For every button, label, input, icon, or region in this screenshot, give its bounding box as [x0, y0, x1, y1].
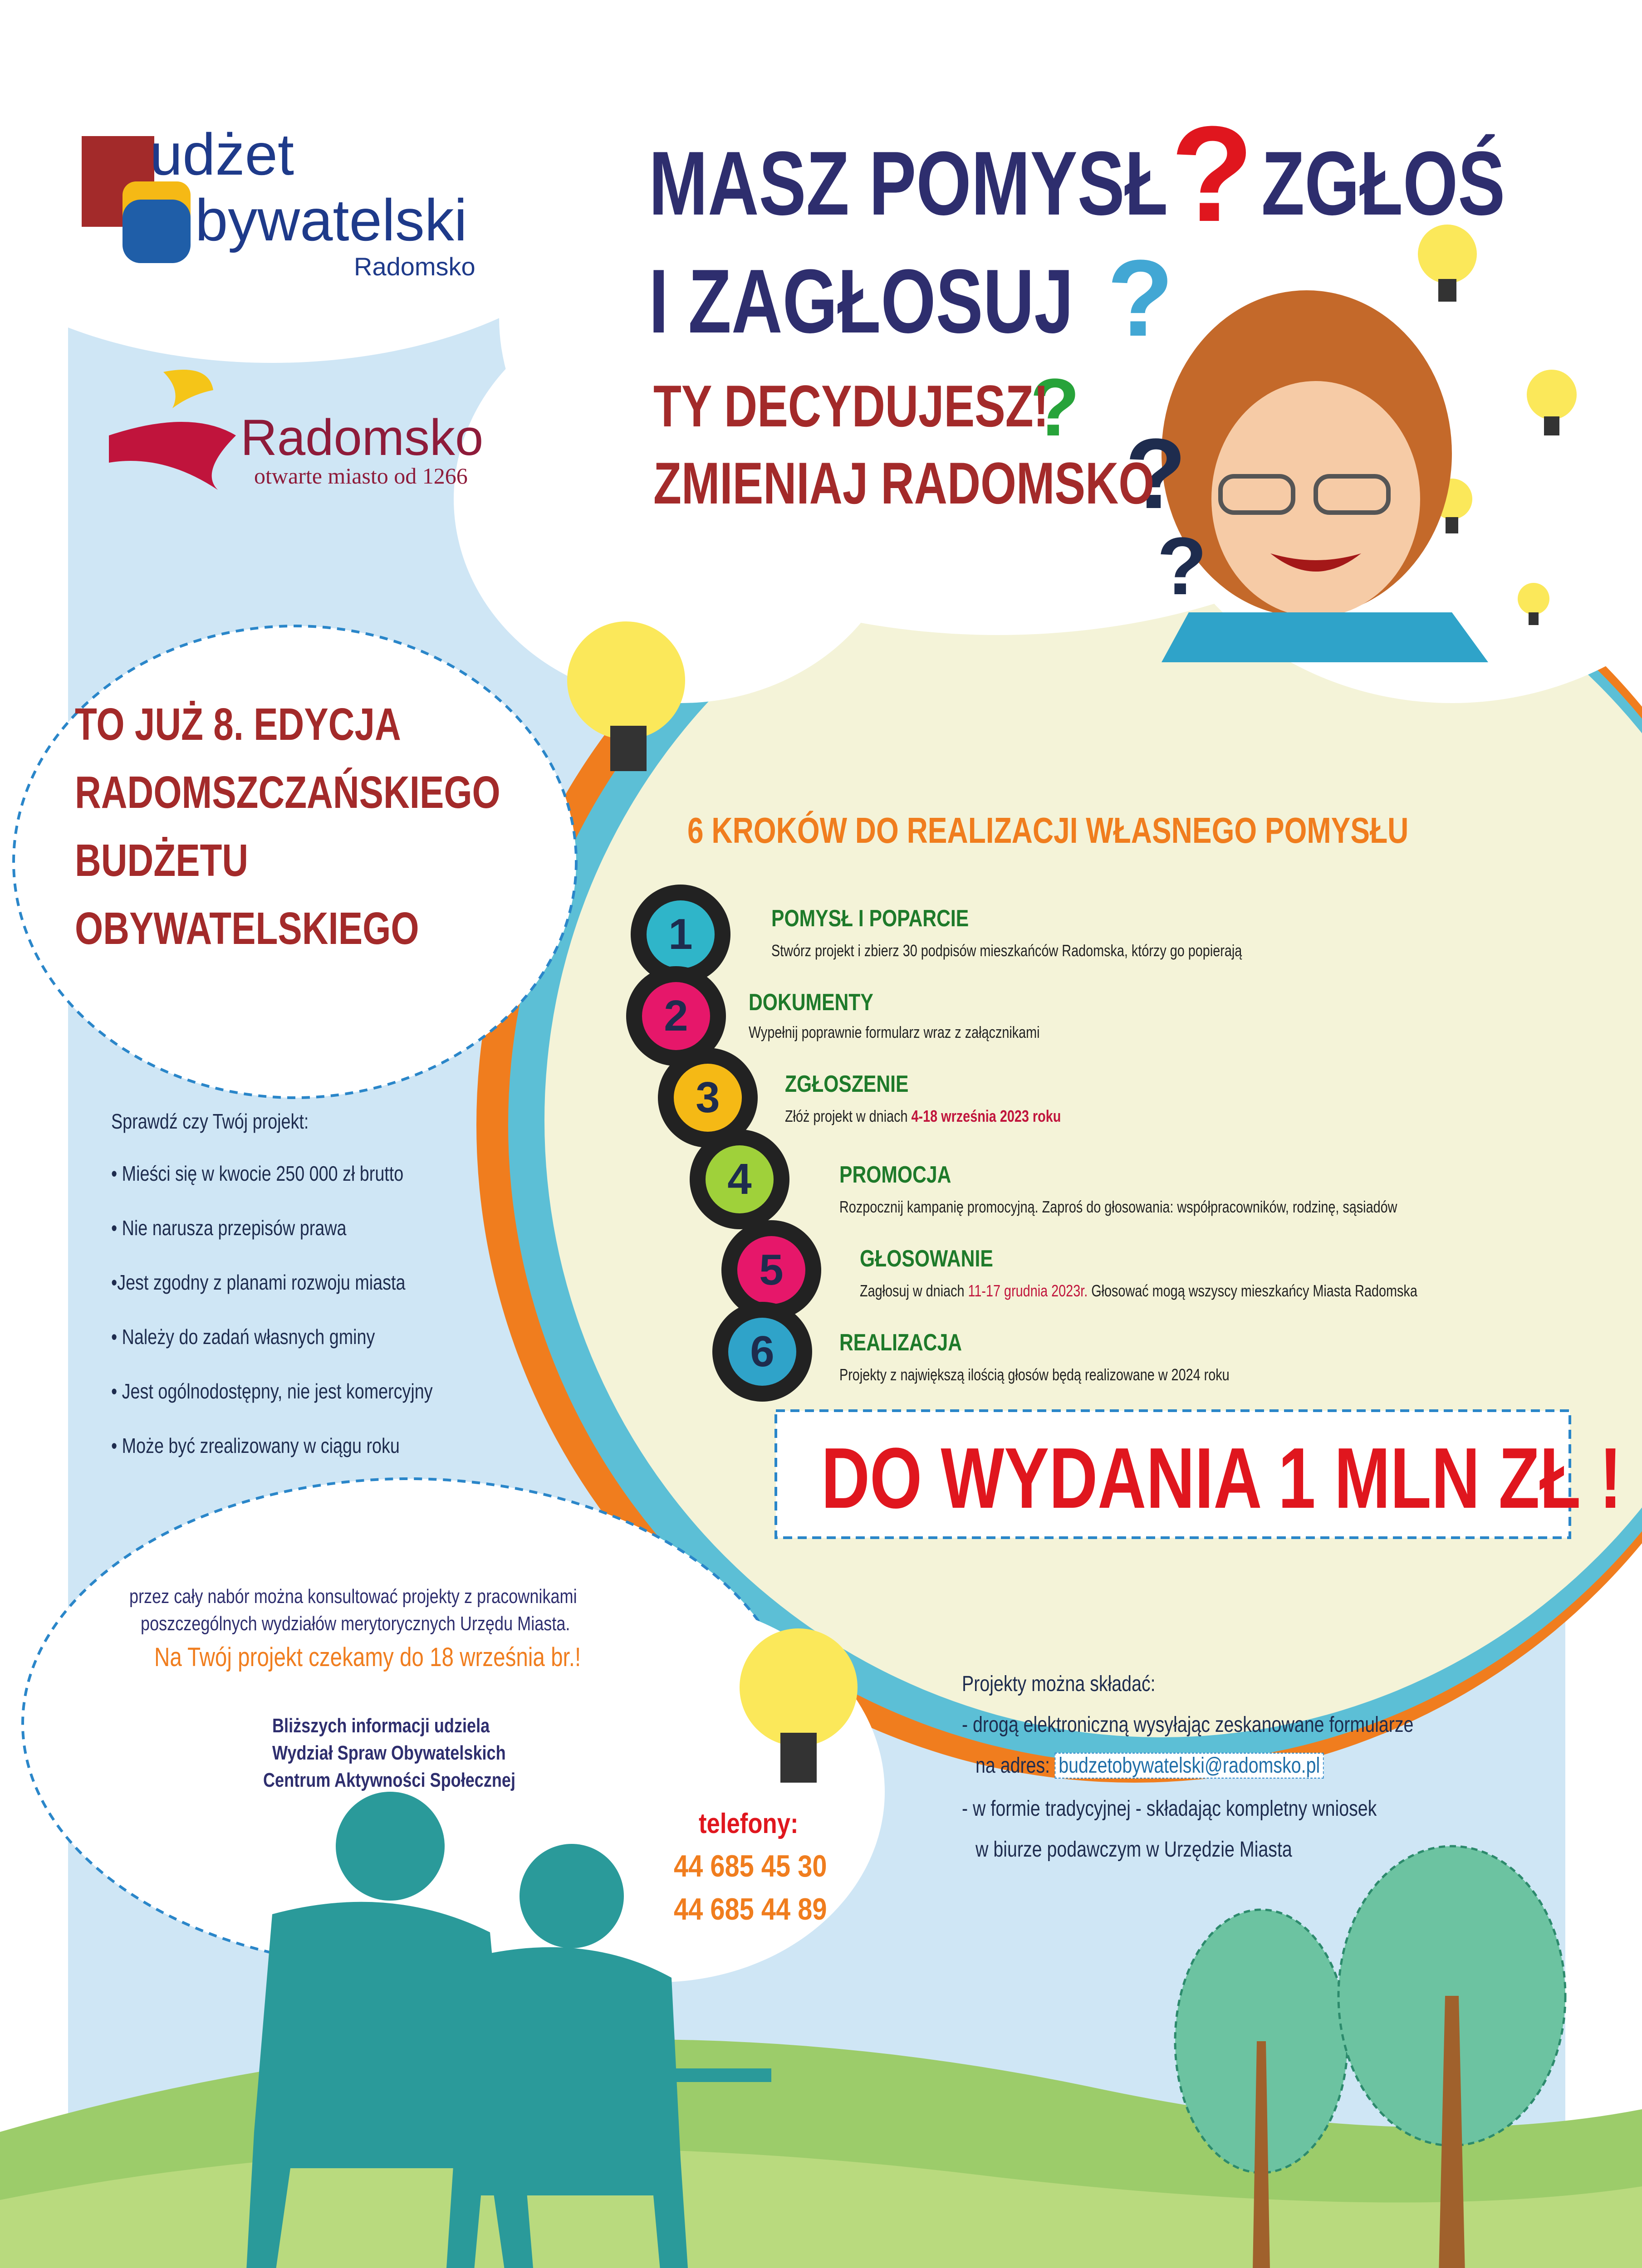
logo-obywatelski: bywatelski: [195, 187, 467, 253]
phone-2: 44 685 44 89: [674, 1892, 827, 1926]
svg-text:?: ?: [1157, 521, 1207, 612]
headline-sub1: TY DECYDUJESZ!: [653, 373, 1049, 439]
checklist-item-2: • Nie narusza przepisów prawa: [111, 1216, 347, 1240]
submit-line-4: w biurze podawczym w Urzędzie Miasta: [975, 1838, 1292, 1862]
step-3-date: 4-18 września 2023 roku: [911, 1107, 1061, 1125]
step-3-desc-text: Złóż projekt w dniach: [785, 1107, 912, 1125]
submit-title: Projekty można składać:: [962, 1672, 1156, 1696]
logo-blue-square: [123, 200, 191, 263]
gear-number-5: 5: [759, 1246, 784, 1294]
submit-line-2: [975, 1753, 1323, 1778]
checklist-item-3: •Jest zgodny z planami rozwoju miasta: [111, 1271, 406, 1294]
checklist-item-4: • Należy do zadań własnych gminy: [111, 1325, 375, 1349]
step-5-date: 11-17 grudnia 2023r.: [968, 1281, 1088, 1300]
gear-number-3: 3: [696, 1073, 720, 1122]
svg-text:?: ?: [1030, 362, 1080, 453]
step-5-title: GŁOSOWANIE: [860, 1246, 993, 1272]
step-1-title: POMYSŁ I POPARCIE: [771, 905, 969, 932]
consult-line1: przez cały nabór można konsultować projekty z pracownikami: [129, 1585, 577, 1608]
step-3-title: ZGŁOSZENIE: [785, 1071, 909, 1097]
step-6-desc: Projekty z największą ilością głosów będą realizowane w 2024 roku: [839, 1365, 1230, 1384]
city-logo-name: Radomsko: [240, 409, 484, 466]
budget-amount: DO WYDANIA 1 MLN ZŁ !: [821, 1430, 1622, 1526]
step-5-desc-text-2: Głosować mogą wszyscy mieszkańcy Miasta Radomska: [1088, 1281, 1417, 1300]
logo-radomsko: Radomsko: [354, 252, 475, 281]
submit-line-3: - w formie tradycyjnej - składając kompletny wniosek: [962, 1797, 1377, 1821]
gear-number-6: 6: [750, 1327, 774, 1376]
checklist-intro: Sprawdź czy Twój projekt:: [111, 1110, 309, 1133]
step-4-title: PROMOCJA: [839, 1162, 951, 1188]
edition-line2: RADOMSZCZAŃSKIEGO: [75, 767, 500, 818]
step-5-desc-text: Zagłosuj w dniach: [860, 1281, 968, 1300]
gear-number-4: 4: [727, 1155, 752, 1203]
checklist-item-5: • Jest ogólnodostępny, nie jest komercyjny: [111, 1379, 433, 1403]
headline-sub2: ZMIENIAJ RADOMSKO: [653, 450, 1155, 516]
step-3-desc: [785, 1107, 1061, 1126]
logo-budzet: udżet: [150, 121, 294, 187]
consult-info-3: Centrum Aktywności Społecznej: [263, 1769, 516, 1791]
headline-line1b: ZGŁOŚ: [1261, 133, 1505, 234]
svg-text:?: ?: [1107, 237, 1174, 359]
edition-line4: OBYWATELSKIEGO: [75, 903, 419, 954]
edition-line3: BUDŻETU: [75, 835, 249, 886]
headline-line2: I ZAGŁOSUJ: [649, 251, 1074, 352]
submit-email-link[interactable]: budzetobywatelski@radomsko.pl: [1055, 1753, 1323, 1779]
checklist-item-6: • Może być zrealizowany w ciągu roku: [111, 1434, 400, 1457]
step-5-desc: [860, 1281, 1417, 1300]
headline-line1: MASZ POMYSŁ: [649, 133, 1168, 234]
step-4-desc: Rozpocznij kampanię promocyjną. Zaproś do głosowania: współpracowników, rodzinę, sąsiadów: [839, 1198, 1397, 1216]
edition-line1: TO JUŻ 8. EDYCJA: [75, 699, 401, 750]
phones-label: telefony:: [699, 1808, 799, 1839]
steps-title: 6 KROKÓW DO REALIZACJI WŁASNEGO POMYSŁU: [687, 810, 1409, 850]
consult-deadline: Na Twój projekt czekamy do 18 września br.!: [154, 1642, 581, 1672]
step-1-desc: Stwórz projekt i zbierz 30 podpisów mieszkańców Radomska, którzy go popierają: [771, 941, 1242, 960]
phone-1: 44 685 45 30: [674, 1849, 827, 1883]
submit-address-label: na adres:: [975, 1754, 1050, 1778]
gear-number-2: 2: [664, 992, 688, 1040]
checklist-item-1: • Mieści się w kwocie 250 000 zł brutto: [111, 1162, 404, 1185]
submit-line-1: - drogą elektroniczną wysyłając zeskanowane formularze: [962, 1713, 1414, 1737]
consult-info-1: Bliższych informacji udziela: [272, 1715, 490, 1737]
consult-info-2: Wydział Spraw Obywatelskich: [272, 1742, 506, 1764]
headline-question-mark: ?: [1171, 98, 1254, 250]
step-2-title: DOKUMENTY: [749, 989, 873, 1016]
step-2-desc: Wypełnij poprawnie formularz wraz z załącznikami: [749, 1023, 1040, 1041]
gear-number-1: 1: [668, 910, 693, 958]
consult-line2: poszczególnych wydziałów merytorycznych Urzędu Miasta.: [141, 1613, 570, 1635]
svg-text:?: ?: [1125, 418, 1186, 529]
step-6-title: REALIZACJA: [839, 1330, 962, 1356]
city-logo-tagline: otwarte miasto od 1266: [254, 463, 468, 489]
